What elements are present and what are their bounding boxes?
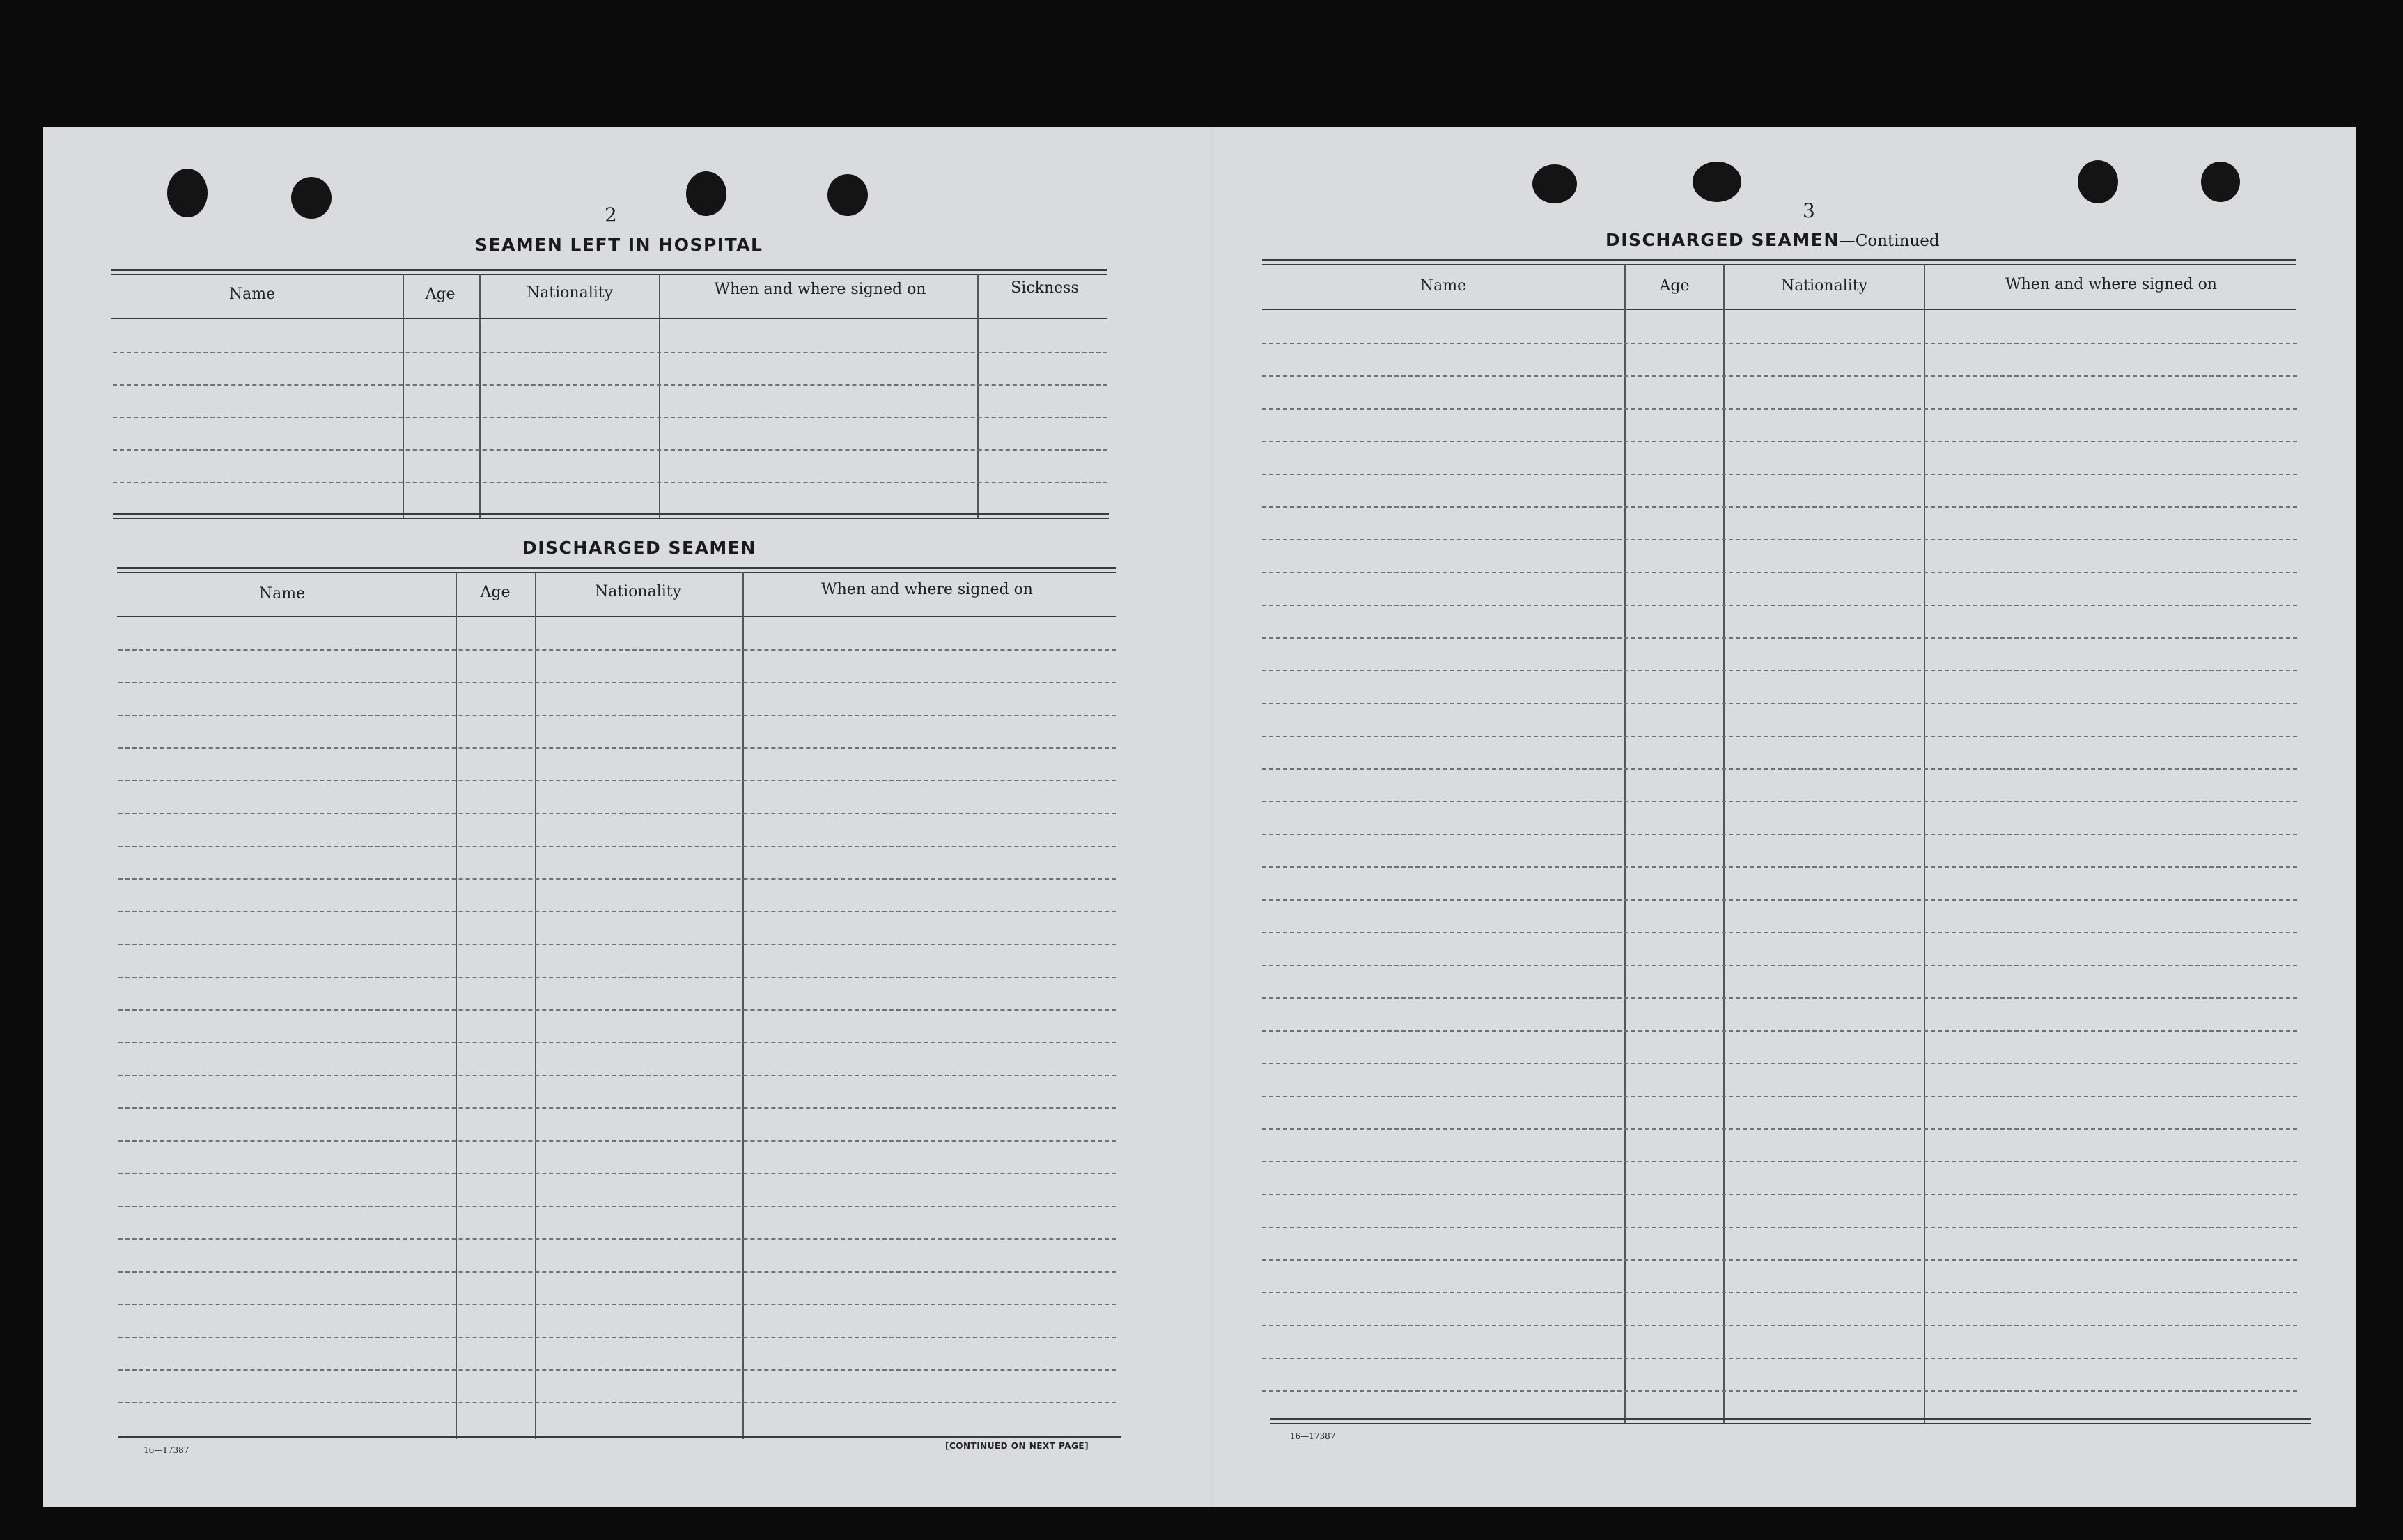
table-row-line — [118, 944, 1116, 945]
table-row-line — [118, 682, 1116, 683]
table-row-line — [118, 715, 1116, 716]
table-row-line — [1262, 572, 2297, 573]
table-row-line — [118, 1402, 1116, 1403]
punch-hole — [167, 169, 208, 217]
table-row-line — [118, 1238, 1116, 1240]
punch-hole — [2201, 162, 2240, 202]
form-sheet — [43, 127, 2356, 1507]
column-header: When and where signed on — [714, 281, 926, 298]
table-row-line — [1262, 343, 2297, 344]
table-row-line — [1262, 1030, 2297, 1032]
column-header: Name — [258, 585, 306, 602]
table-row-line — [1262, 1194, 2297, 1195]
punch-hole — [291, 177, 332, 219]
column-header: Age — [425, 286, 456, 303]
table-row-line — [113, 417, 1107, 418]
table-row-line — [1262, 1227, 2297, 1228]
punch-hole — [686, 171, 726, 216]
title-suffix: —Continued — [1839, 232, 1940, 250]
table-row-line — [118, 780, 1116, 781]
table-row-line — [1262, 866, 2297, 868]
table-row-line — [118, 1140, 1116, 1142]
table-row-line — [1262, 1358, 2297, 1359]
table-row-line — [113, 482, 1107, 483]
table-row-line — [118, 878, 1116, 880]
table-row-line — [1262, 736, 2297, 737]
table-row-line — [1262, 670, 2297, 671]
table-row-line — [1262, 1063, 2297, 1064]
column-header: Age — [1659, 277, 1690, 295]
table-row-line — [1262, 768, 2297, 770]
punch-hole — [827, 174, 868, 216]
table-row-line — [1262, 539, 2297, 540]
discharged-continued-title — [1605, 230, 1940, 250]
column-header: When and where signed on — [821, 581, 1033, 598]
table-row-line — [113, 352, 1107, 353]
table-row-line — [1262, 899, 2297, 901]
table-row-line — [118, 846, 1116, 847]
page-number: 2 — [605, 203, 617, 226]
table-row-line — [118, 813, 1116, 814]
title-text: DISCHARGED SEAMEN — [1605, 230, 1840, 250]
form-number: 16—17387 — [143, 1445, 189, 1455]
column-header: Nationality — [1780, 277, 1868, 295]
continued-note: [CONTINUED ON NEXT PAGE] — [945, 1441, 1089, 1451]
table-row-line — [1262, 1096, 2297, 1097]
table-row-line — [1262, 997, 2297, 999]
table-row-line — [118, 1042, 1116, 1043]
table-row-line — [1262, 375, 2297, 377]
punch-hole — [1693, 162, 1741, 202]
column-header: Age — [480, 584, 511, 601]
table-row-line — [1262, 1292, 2297, 1293]
table-row-line — [1262, 932, 2297, 933]
hospital-section-title: SEAMEN LEFT IN HOSPITAL — [475, 235, 763, 255]
table-row-line — [118, 1107, 1116, 1109]
table-row-line — [1262, 441, 2297, 442]
table-row-line — [1262, 474, 2297, 475]
table-row-line — [118, 1173, 1116, 1174]
table-row-line — [113, 449, 1107, 451]
table-row-line — [113, 384, 1107, 386]
table-row-line — [1262, 703, 2297, 704]
table-row-line — [118, 1075, 1116, 1076]
table-row-line — [1262, 506, 2297, 508]
table-row-line — [118, 1271, 1116, 1273]
discharged-section-title: DISCHARGED SEAMEN — [522, 538, 756, 558]
column-header: Nationality — [526, 284, 614, 302]
table-row-line — [118, 911, 1116, 912]
table-row-line — [118, 649, 1116, 651]
table-row-line — [1262, 1259, 2297, 1261]
table-row-line — [118, 977, 1116, 978]
form-number: 16—17387 — [1290, 1431, 1336, 1441]
column-header: Nationality — [594, 583, 682, 600]
table-row-line — [1262, 801, 2297, 802]
table-row-line — [118, 747, 1116, 749]
table-row-line — [1262, 1390, 2297, 1392]
column-header: Name — [1420, 277, 1467, 295]
column-header: Sickness — [1011, 279, 1079, 297]
punch-hole — [2078, 160, 2118, 203]
table-row-line — [1262, 605, 2297, 606]
table-row-line — [1262, 408, 2297, 410]
column-header: Name — [228, 286, 276, 303]
table-row-line — [118, 1206, 1116, 1207]
table-row-line — [118, 1369, 1116, 1371]
page-number: 3 — [1803, 199, 1815, 222]
table-row-line — [118, 1304, 1116, 1305]
table-row-line — [1262, 1161, 2297, 1162]
table-row-line — [118, 1009, 1116, 1011]
punch-hole — [1532, 164, 1577, 203]
table-row-line — [1262, 1128, 2297, 1130]
table-row-line — [1262, 1325, 2297, 1326]
table-row-line — [1262, 834, 2297, 835]
column-header: When and where signed on — [2005, 276, 2217, 293]
table-row-line — [1262, 965, 2297, 966]
page-fold — [1211, 127, 1212, 1507]
table-row-line — [1262, 637, 2297, 639]
table-row-line — [118, 1337, 1116, 1338]
